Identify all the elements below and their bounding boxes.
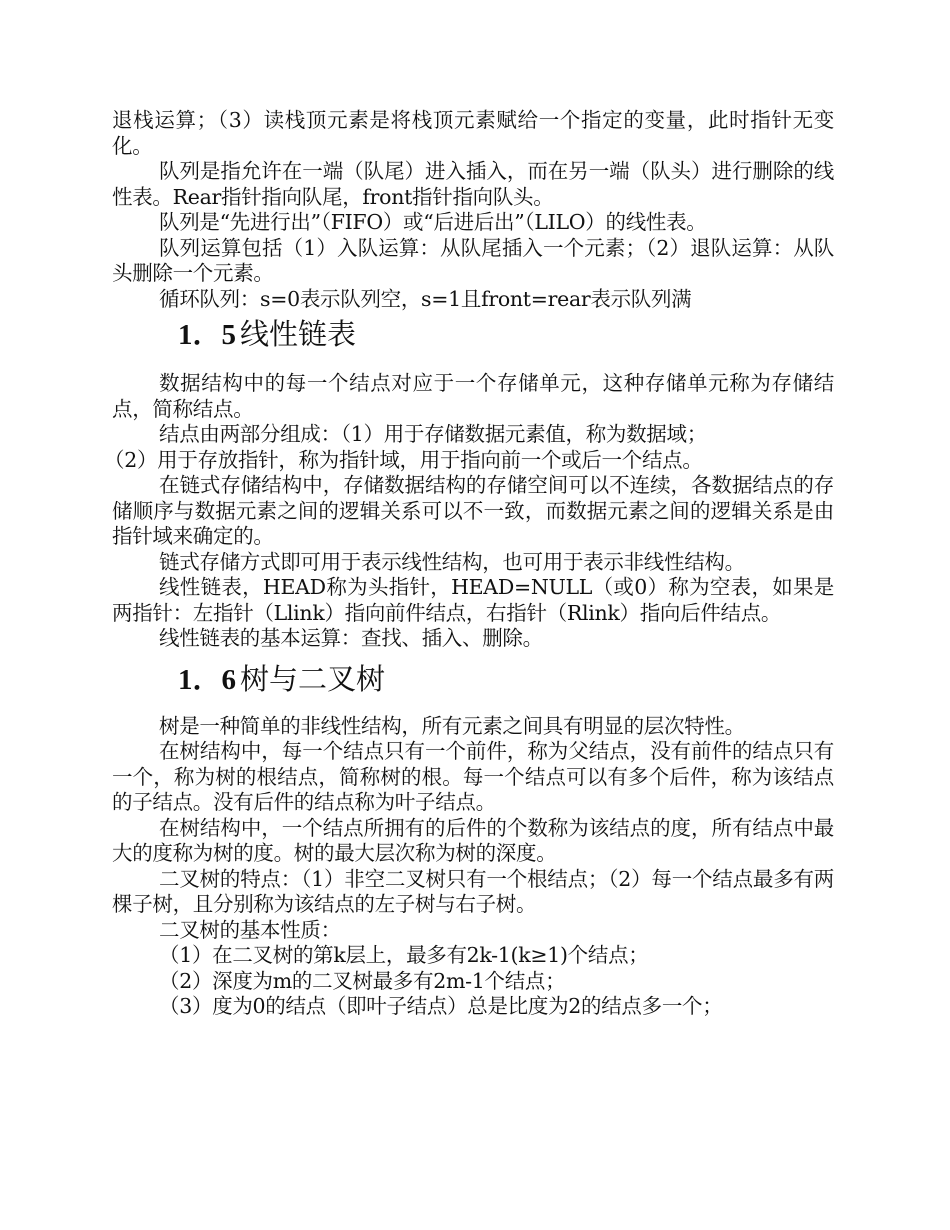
tree-definition-paragraph: 树是一种简单的非线性结构，所有元素之间具有明显的层次特性。 <box>159 713 745 738</box>
stack-pop-paragraph: 退栈运算；（3）读栈顶元素是将栈顶元素赋给一个指定的变量，此时指针无变化。 <box>112 108 834 158</box>
linked-storage-usage-paragraph: 链式存储方式即可用于表示线性结构，也可用于表示非线性结构。 <box>159 549 745 574</box>
document-page <box>104 108 834 1020</box>
section-number: 1．6 <box>178 663 237 696</box>
queue-definition-paragraph: 队列是指允许在一端（队尾）进入插入，而在另一端（队头）进行删除的线性表。Rear指针指向队尾，front指针指向队头。 <box>112 159 834 209</box>
circular-queue-paragraph: 循环队列：s=0表示队列空，s=1且front=rear表示队列满 <box>159 286 692 311</box>
queue-fifo-paragraph: 队列是“先进行出”（FIFO）或“后进后出”（LILO）的线性表。 <box>159 210 707 234</box>
section-title: 线性链表 <box>240 317 357 351</box>
section-title: 树与二叉树 <box>240 661 386 696</box>
binary-tree-property-item: （1）在二叉树的第k层上，最多有2k-1(k≥1)个结点； <box>159 943 649 967</box>
tree-degree-paragraph: 在树结构中，一个结点所拥有的后件的个数称为该结点的度，所有结点中最大的度称为树的度。树的最大层次称为树的深度。 <box>112 815 834 865</box>
node-parts-paragraph: 结点由两部分组成：（1）用于存储数据元素值，称为数据域； <box>159 422 707 446</box>
binary-tree-property-item: （2）深度为m的二叉树最多有2m-1个结点； <box>159 968 566 993</box>
binary-tree-property-item: （3）度为0的结点（即叶子结点）总是比度为2的结点多一个； <box>159 994 723 1018</box>
queue-operations-paragraph: 队列运算包括（1）入队运算：从队尾插入一个元素；（2）退队运算：从队头删除一个元素。 <box>112 235 834 285</box>
section-heading-linked-list <box>112 317 834 352</box>
tree-parent-child-paragraph: 在树结构中，每一个结点只有一个前件，称为父结点，没有前件的结点只有一个，称为树的根结点，简称树的根。每一个结点可以有多个后件，称为该结点的子结点。没有后件的结点称为叶子结点。 <box>112 739 834 814</box>
section-heading-tree <box>112 662 834 697</box>
binary-tree-features-paragraph: 二叉树的特点：（1）非空二叉树只有一个根结点；（2）每一个结点最多有两棵子树，且分别称为该结点的左子树与右子树。 <box>112 866 834 916</box>
linked-list-operations-paragraph: 线性链表的基本运算：查找、插入、删除。 <box>159 626 543 650</box>
section-number: 1．5 <box>178 319 237 351</box>
pointer-field-paragraph: （2）用于存放指针，称为指针域，用于指向前一个或后一个结点。 <box>104 447 703 472</box>
head-pointer-paragraph: 线性链表，HEAD称为头指针，HEAD=NULL（或0）称为空表，如果是两指针：左指针（Llink）指向前件结点，右指针（Rlink）指向后件结点。 <box>112 575 834 625</box>
binary-tree-properties-heading: 二叉树的基本性质： <box>159 917 341 942</box>
linked-storage-paragraph: 在链式存储结构中，存储数据结构的存储空间可以不连续，各数据结点的存储顺序与数据元素之间的逻辑关系可以不一致，而数据元素之间的逻辑关系是由指针域来确定的。 <box>112 473 834 548</box>
storage-node-paragraph: 数据结构中的每一个结点对应于一个存储单元，这种存储单元称为存储结点，简称结点。 <box>112 371 834 421</box>
